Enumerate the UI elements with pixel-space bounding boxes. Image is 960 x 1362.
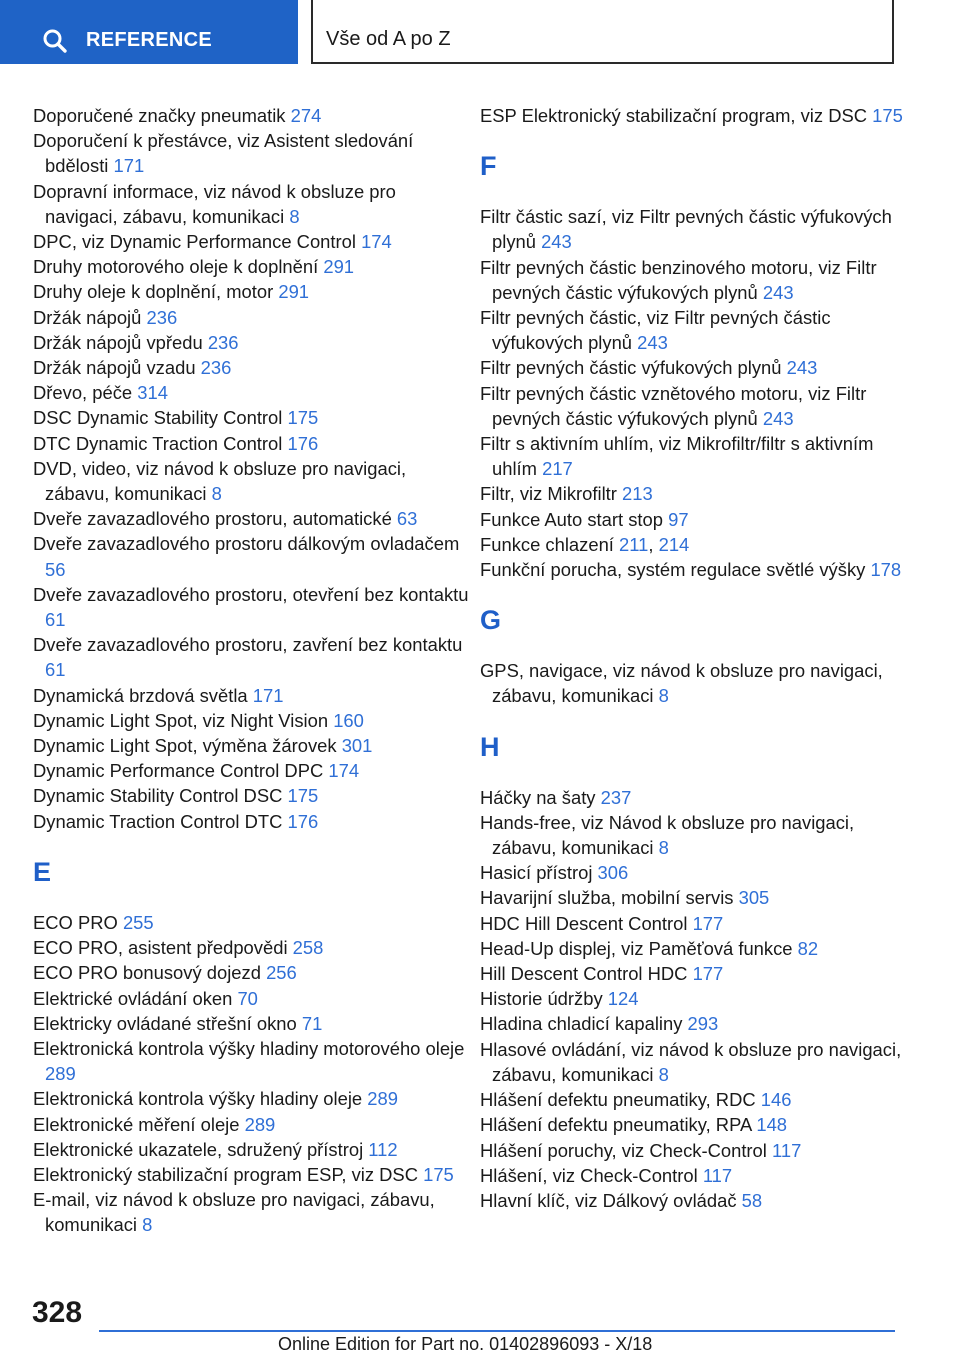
index-entry-text: Filtr pevných částic benzinového motoru, viz Filtr pevných částic výfukových plynů [480,256,877,303]
index-entry [480,1163,920,1188]
index-entry-text: Druhy oleje k doplnění, motor [33,281,279,303]
page-link[interactable]: 274 [290,105,322,126]
index-entry [33,330,473,355]
index-entry-text: Hladina chladicí kapaliny [480,1013,688,1035]
index-entry [33,1086,473,1111]
index-entry-text: Dynamic Stability Control DSC [33,785,288,807]
page-link[interactable]: 82 [797,937,819,959]
page-link[interactable]: 214 [658,533,690,555]
index-entry [480,658,920,708]
index-entry-text: Druhy motorového oleje k doplnění [33,256,324,278]
page-link[interactable]: 177 [692,963,724,985]
index-entry-text: Dveře zavazadlového prostoru, zavření bez kontaktu [33,634,463,656]
index-entry [33,456,473,506]
index-entry-text: Hlášení poruchy, viz Check-Control [480,1139,772,1161]
index-entry-text: Dopravní informace, viz návod k obsluze pro navigaci, zábavu, komunikaci [33,180,396,227]
page-link[interactable]: 243 [762,281,794,303]
index-entry [480,911,920,936]
page-link[interactable]: 176 [287,432,319,454]
page-link[interactable]: 314 [137,382,168,404]
index-entry-text: Hlášení, viz Check-Control [480,1164,703,1186]
page-link[interactable]: 117 [771,1139,802,1161]
page-link[interactable]: 174 [328,760,360,782]
section-header [311,0,894,64]
page-link[interactable]: 305 [738,887,770,909]
index-entry [33,960,473,985]
page-link[interactable]: 178 [870,559,902,581]
index-entry-text: Elektronický stabilizační program ESP, viz DSC [33,1163,424,1185]
page-link[interactable]: 124 [607,988,639,1010]
index-entry-text: DVD, video, viz návod k obsluze pro navigaci, zábavu, komunikaci [33,457,407,505]
index-entry [480,1112,920,1137]
page-link[interactable]: 243 [541,231,572,253]
index-entry [480,1188,920,1213]
index-entry-text: Dynamic Performance Control DPC [33,760,329,782]
index-entry-text: DTC Dynamic Traction Control [33,432,288,454]
reference-tab-label: REFERENCE [86,29,213,51]
index-entry [33,103,473,128]
index-entry-text: Filtr pevných částic výfukových plynů [480,357,787,379]
page-number: 328 [32,1296,83,1329]
index-entry [33,582,473,632]
index-entry [480,1087,920,1112]
page-link[interactable]: 8 [658,837,669,859]
index-entry [480,204,920,254]
page-link[interactable]: 237 [600,786,632,808]
page-link[interactable]: 291 [323,256,355,278]
index-entry [480,507,920,532]
index-entry-text: Dynamic Traction Control DTC [33,810,288,832]
page-link[interactable]: 293 [687,1013,719,1035]
page-link[interactable]: 63 [396,508,418,530]
index-entry-text: Doporučené značky pneumatik [33,105,291,126]
index-entry [33,1036,473,1086]
index-entry-text: Dynamic Light Spot, viz Night Vision [33,709,334,731]
index-entry [33,179,473,229]
page-link[interactable]: 148 [756,1114,788,1136]
page-link[interactable]: 256 [266,962,297,984]
footer-divider [99,1330,895,1332]
index-entry [33,733,473,758]
index-entry-text: Filtr, viz Mikrofiltr [480,483,623,505]
page-link[interactable]: 301 [341,735,373,757]
index-entry [33,632,473,682]
page-link[interactable]: 171 [252,684,284,706]
index-entry [480,431,920,481]
index-entry-text: ECO PRO [33,911,123,933]
index-entry-text: Hlášení defektu pneumatiky, RDC [480,1089,761,1111]
index-entry-text: Filtr pevných částic, viz Filtr pevných částic výfukových plynů [480,307,831,354]
index-entry [480,481,920,506]
index-column-left [33,103,473,1238]
index-entry-text: Hill Descent Control HDC [480,963,693,985]
index-entry-text: Elektronické ukazatele, sdružený přístroj [33,1138,369,1160]
page-link[interactable]: 175 [287,785,319,807]
page-link[interactable]: 236 [146,306,178,328]
index-entry-text: Dveře zavazadlového prostoru, otevření bez kontaktu [33,583,469,605]
index-entry [33,431,473,456]
index-entry-text: DSC Dynamic Stability Control [33,407,288,429]
page-link[interactable]: 117 [702,1164,733,1186]
page-link[interactable]: 8 [658,685,669,707]
index-entry [480,255,920,305]
page-link[interactable]: 236 [207,331,239,353]
page-link[interactable]: 243 [637,332,668,354]
index-letter-heading: H [480,731,500,762]
index-entry [33,683,473,708]
index-entry [480,936,920,961]
index-entry [480,885,920,910]
search-icon [42,28,68,54]
page-link[interactable]: 171 [113,155,145,177]
index-entry [33,708,473,733]
index-entry [33,1187,473,1237]
page-link[interactable]: 61 [45,659,66,681]
index-entry [33,809,473,834]
index-entry [480,381,920,431]
page-link[interactable]: 306 [597,862,629,884]
page-link[interactable]: 213 [622,483,653,505]
index-entry [33,1137,473,1162]
index-entry [33,1112,473,1137]
index-entry-text: Head-Up displej, viz Paměťová funkce [480,937,798,959]
page-link[interactable]: 289 [244,1113,276,1135]
index-entry-text: Dynamic Light Spot, výměna žárovek [33,735,342,757]
index-entry-text: E-mail, viz návod k obsluze pro navigaci, zábavu, komunikaci [33,1189,435,1236]
index-letter-heading: F [480,151,497,182]
page-link[interactable]: 174 [361,231,392,253]
page-link[interactable]: 291 [278,281,310,303]
index-entry-text: ESP Elektronický stabilizační program, viz DSC [480,105,873,126]
index-entry-text: GPS, navigace, viz návod k obsluze pro navigaci, zábavu, komunikaci [480,660,883,707]
page-link[interactable]: 243 [762,407,794,429]
index-entry-text: Hlášení defektu pneumatiky, RPA [480,1114,757,1136]
page-link[interactable]: 289 [45,1063,76,1085]
reference-tab[interactable] [0,0,298,64]
index-entry [33,910,473,935]
index-entry [480,1037,920,1087]
page-link[interactable]: 217 [542,458,573,480]
index-entry [480,986,920,1011]
index-entry-text: Elektronická kontrola výšky hladiny oleje [33,1088,368,1110]
index-entry [480,557,920,582]
index-entry-text: Držák nápojů [33,306,147,328]
index-entry [480,1011,920,1036]
index-entry-text: Funkce Auto start stop [480,508,669,530]
index-entry-text: Filtr pevných částic vznětového motoru, viz Filtr pevných částic výfukových plynů [480,382,867,429]
footer-edition: Online Edition for Part no. 01402896093 - X/18 [278,1334,653,1354]
index-entry-text: Elektronická kontrola výšky hladiny motorového oleje [33,1037,465,1059]
page-separator: , [648,533,659,555]
index-entry-text: Dveře zavazadlového prostoru, automatické [33,508,397,530]
index-entry [480,961,920,986]
index-entry [33,935,473,960]
page-link[interactable]: 176 [287,810,319,832]
page-link[interactable]: 289 [367,1088,398,1110]
page-link[interactable]: 175 [423,1163,454,1185]
page-link[interactable]: 160 [333,709,364,731]
index-entry [33,128,473,178]
index-entry-text: Havarijní služba, mobilní servis [480,887,739,909]
index-entry [33,986,473,1011]
index-entry [33,254,473,279]
index-entry [33,380,473,405]
index-entry [33,1162,473,1187]
page-link[interactable]: 236 [200,357,232,379]
page-link[interactable]: 8 [142,1214,153,1236]
index-entry [33,531,473,581]
index-entry [480,860,920,885]
page-link[interactable]: 70 [237,987,258,1009]
page-link[interactable]: 175 [872,105,903,126]
index-entry-text: Držák nápojů vpředu [33,331,208,353]
page-link[interactable]: 71 [301,1012,323,1034]
page-link[interactable]: 61 [45,609,66,631]
page-link[interactable]: 255 [122,911,154,933]
page-link[interactable]: 211 [619,533,649,555]
index-entry-text: Doporučení k přestávce, viz Asistent sledování bdělosti [33,130,414,177]
index-entry [480,532,920,557]
index-entry [480,305,920,355]
index-entry-text: HDC Hill Descent Control [480,912,693,934]
page-link[interactable]: 56 [45,558,66,580]
page-link[interactable]: 8 [658,1063,669,1085]
index-entry-text: Dynamická brzdová světla [33,684,253,706]
index-letter-heading: E [33,856,52,887]
index-entry [33,355,473,380]
index-entry-text: Filtr částic sazí, viz Filtr pevných částic výfukových plynů [480,206,892,253]
page-link[interactable]: 243 [786,357,818,379]
index-entry-text: Elektricky ovládané střešní okno [33,1012,302,1034]
index-entry [480,103,920,128]
page-link[interactable]: 175 [287,407,319,429]
index-entry-text: Historie údržby [480,988,608,1010]
index-entry [33,229,473,254]
section-title: Vše od A po Z [326,28,451,50]
index-entry-text: Držák nápojů vzadu [33,357,201,379]
index-entry-text: Elektronické měření oleje [33,1113,245,1135]
index-entry [33,506,473,531]
index-entry-text: Hlasové ovládání, viz návod k obsluze pro navigaci, zábavu, komunikaci [480,1038,902,1085]
page-link[interactable]: 97 [668,508,689,530]
page-link[interactable]: 146 [760,1089,792,1111]
index-entry [33,279,473,304]
index-entry-text: DPC, viz Dynamic Performance Control [33,231,362,253]
index-entry [33,1011,473,1036]
index-letter-heading: G [480,605,502,636]
page-link[interactable]: 258 [292,937,324,959]
page-link[interactable]: 112 [368,1138,398,1160]
page-link[interactable]: 177 [692,912,724,934]
index-entry-text: Dveře zavazadlového prostoru dálkovým ovladačem [33,533,460,555]
index-entry-text: ECO PRO bonusový dojezd [33,962,267,984]
index-entry-text: Funkce chlazení [480,533,620,555]
index-entry-text: Háčky na šaty [480,786,601,808]
index-entry-text: Hlavní klíč, viz Dálkový ovládač [480,1189,742,1211]
index-entry-text: Hands-free, viz Návod k obsluze pro navigaci, zábavu, komunikaci [480,811,855,859]
page-link[interactable]: 8 [211,483,222,505]
index-entry [33,758,473,783]
page-link[interactable]: 8 [289,205,300,227]
index-column-right [480,103,920,1213]
index-entry [480,355,920,380]
index-entry-text: Dřevo, péče [33,382,138,404]
index-entry-text: Elektrické ovládání oken [33,987,238,1009]
index-entry [480,810,920,860]
index-entry [480,1138,920,1163]
index-entry [33,405,473,430]
index-entry-text: Hasicí přístroj [480,862,598,884]
index-entry [33,783,473,808]
index-entry [33,305,473,330]
index-entry-text: ECO PRO, asistent předpovědi [33,937,293,959]
index-entry-text: Filtr s aktivním uhlím, viz Mikrofiltr/filtr s aktivním uhlím [480,433,874,480]
index-entry-text: Funkční porucha, systém regulace světlé výšky [480,559,871,581]
page-link[interactable]: 58 [741,1189,763,1211]
index-entry [480,785,920,810]
